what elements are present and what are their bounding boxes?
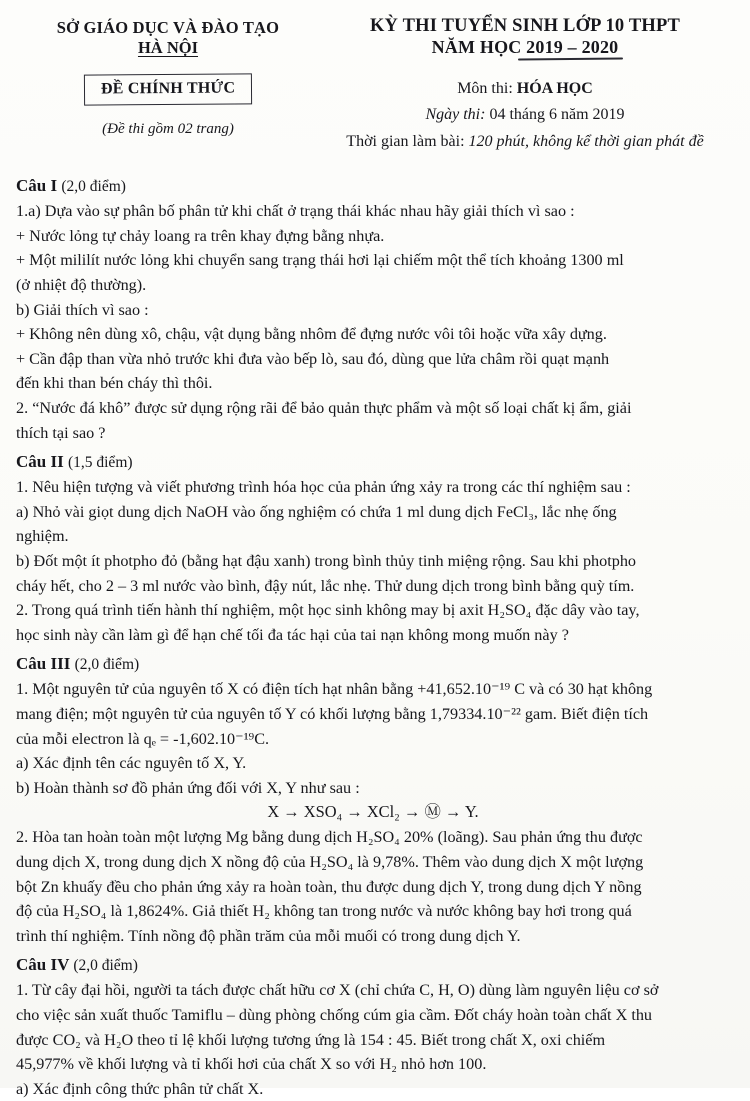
cau4-1-cont3: 45,977% về khối lượng và tỉ khối hơi của chất X so với H₂ nhỏ hơn 100. — [16, 1055, 487, 1074]
cau4-1a: a) Xác định công thức phân tử chất X. — [16, 1079, 264, 1098]
date-label: Ngày thi: — [425, 106, 486, 124]
cau2-2: 2. Trong quá trình tiến hành thí nghiệm, một học sinh không may bị axit H₂SO₄ đặc dây vào tay, — [16, 601, 640, 620]
cau2-points: (1,5 điểm) — [67, 454, 133, 472]
question-heading-cau1 — [16, 173, 730, 199]
cau3-2-cont4: trình thí nghiệm. Tính nồng độ phần trăm của mỗi muối có trong dung dịch Y. — [16, 926, 521, 945]
subject-line — [318, 76, 732, 102]
cau3-2-cont2: bột Zn khuấy đều cho phản ứng xảy ra hoàn toàn, thu được dung dịch Y, trong dung dịch Y nồng — [16, 877, 642, 896]
cau3-1-cont1: mang điện; một nguyên tử của nguyên tố Y có khối lượng bằng 1,79334.10⁻²² gam. Biết điện tích — [16, 704, 649, 723]
cau1-points: (2,0 điểm) — [61, 178, 126, 196]
header-right-block — [318, 14, 732, 58]
cau1-1a-bullet2: + Một mililít nước lỏng khi chuyển sang trạng thái hơi lại chiếm một thể tích khoảng 1300 ml — [16, 251, 624, 270]
exam-title: KỲ THI TUYỂN SINH LỚP 10 THPT — [369, 16, 681, 36]
cau2-1b-cont: cháy hết, cho 2 – 3 ml nước vào bình, đậy nút, lắc nhẹ. Thử dung dịch trong bình bằng quỳ tím. — [16, 576, 635, 595]
cau1-1a-bullet2-cont: (ở nhiệt độ thường). — [16, 275, 147, 294]
cau1-2-cont: thích tại sao ? — [16, 423, 106, 442]
cau2-2-cont: học sinh này cần làm gì để hạn chế tối đa tác hại của tai nạn không mong muốn này ? — [16, 625, 569, 644]
cau4-1-cont1: cho việc sản xuất thuốc Tamiflu – dùng phòng chống cúm gia cầm. Đốt cháy hoàn toàn chất X thu — [16, 1005, 653, 1024]
cau3-1: 1. Một nguyên tử của nguyên tố X có điện tích hạt nhân bằng +41,652.10⁻¹⁹ C và có 30 hạt không — [16, 680, 653, 699]
official-exam-badge: ĐỀ CHÍNH THỨC — [84, 73, 252, 105]
subheader-left-block — [18, 74, 318, 155]
cau1-1b-bullet2: + Cần đập than vừa nhỏ trước khi đưa vào bếp lò, sau đó, dùng que lửa châm rồi quạt mạnh — [16, 349, 610, 368]
exam-year: NĂM HỌC 2019 – 2020 — [431, 37, 619, 57]
cau2-1a-cont: nghiệm. — [16, 527, 69, 546]
cau2-heading-label: Câu II — [16, 452, 64, 472]
subject-value: HÓA HỌC — [516, 80, 593, 97]
date-line — [318, 102, 732, 128]
question-heading-cau4 — [16, 952, 730, 978]
cau1-1b: b) Giải thích vì sao : — [16, 300, 149, 319]
cau4-heading-label: Câu IV — [16, 955, 70, 975]
question-heading-cau3 — [16, 651, 730, 677]
cau3-1-cont2: của mỗi electron là qₑ = -1,602.10⁻¹⁹C. — [16, 729, 270, 748]
date-value: 04 tháng 6 năm 2019 — [489, 106, 625, 124]
cau4-1: 1. Từ cây đại hồi, người ta tách được chất hữu cơ X (chỉ chứa C, H, O) dùng làm nguyên liệu cơ sở — [16, 981, 659, 1000]
exam-body — [0, 155, 750, 1101]
duration-label: Thời gian làm bài: — [346, 132, 465, 150]
cau2-1: 1. Nêu hiện tượng và viết phương trình hóa học của phản ứng xảy ra trong các thí nghiệm sau : — [16, 478, 631, 497]
cau2-1b: b) Đốt một ít photpho đỏ (bằng hạt đậu xanh) trong bình thủy tinh miệng rộng. Sau khi photpho — [16, 551, 637, 570]
subheader-right-block — [318, 74, 732, 155]
cau1-heading-label: Câu I — [16, 176, 58, 196]
cau3-2: 2. Hòa tan hoàn toàn một lượng Mg bằng dung dịch H₂SO₄ 20% (loãng). Sau phản ứng thu được — [16, 828, 643, 847]
subject-label: Môn thi: — [457, 80, 513, 97]
cau3-heading-label: Câu III — [16, 654, 71, 674]
department-line-2: HÀ NỘI — [137, 38, 199, 57]
duration-value: 120 phút, không kể thời gian phát đề — [468, 132, 704, 150]
cau3-1b: b) Hoàn thành sơ đồ phản ứng đối với X, Y như sau : — [16, 778, 360, 797]
cau3-1a: a) Xác định tên các nguyên tố X, Y. — [16, 754, 247, 773]
cau1-2: 2. “Nước đá khô” được sử dụng rộng rãi để bảo quản thực phẩm và một số loại chất kị ẩm, giải — [16, 399, 632, 417]
cau3-2-cont1: dung dịch X, trong dung dịch X nồng độ của H₂SO₄ là 9,78%. Thêm vào dung dịch X một lượng — [16, 852, 644, 871]
duration-line — [318, 129, 732, 155]
department-line-1: SỞ GIÁO DỤC VÀ ĐÀO TẠO — [56, 18, 280, 37]
cau3-points: (2,0 điểm) — [74, 656, 140, 674]
exam-year-wrap — [432, 37, 619, 58]
cau2-1a: a) Nhỏ vài giọt dung dịch NaOH vào ống nghiệm có chứa 1 ml dung dịch FeCl₃, lắc nhẹ ống — [16, 502, 617, 521]
cau1-1a: 1.a) Dựa vào sự phân bố phân tử khi chất ở trạng thái khác nhau hãy giải thích vì sao : — [16, 202, 575, 220]
cau1-1a-bullet1: + Nước lỏng tự chảy loang ra trên khay đựng bằng nhựa. — [16, 226, 385, 245]
cau3-equation: X → XSO₄ → XCl₂ → Ⓜ → Y. — [267, 802, 479, 822]
cau1-1b-bullet2-cont: đến khi than bén cháy thì thôi. — [16, 374, 213, 393]
header-left-block — [18, 14, 318, 58]
question-heading-cau2 — [16, 449, 730, 475]
page-count-note: (Đề thi gồm 02 trang) — [102, 121, 234, 137]
document-header — [0, 0, 750, 58]
cau4-1-cont2: được CO₂ và H₂O theo tỉ lệ khối lượng tương ứng là 154 : 45. Biết trong chất X, oxi chiếm — [16, 1030, 606, 1049]
cau1-1b-bullet1: + Không nên dùng xô, chậu, vật dụng bằng nhôm để đựng nước vôi tôi hoặc vữa xây dựng. — [16, 325, 607, 344]
cau4-points: (2,0 điểm) — [73, 957, 138, 975]
document-subheader — [0, 58, 750, 155]
cau3-2-cont3: độ của H₂SO₄ là 1,8624%. Giả thiết H₂ không tan trong nước và nước không bay hơi trong quá — [16, 902, 632, 921]
